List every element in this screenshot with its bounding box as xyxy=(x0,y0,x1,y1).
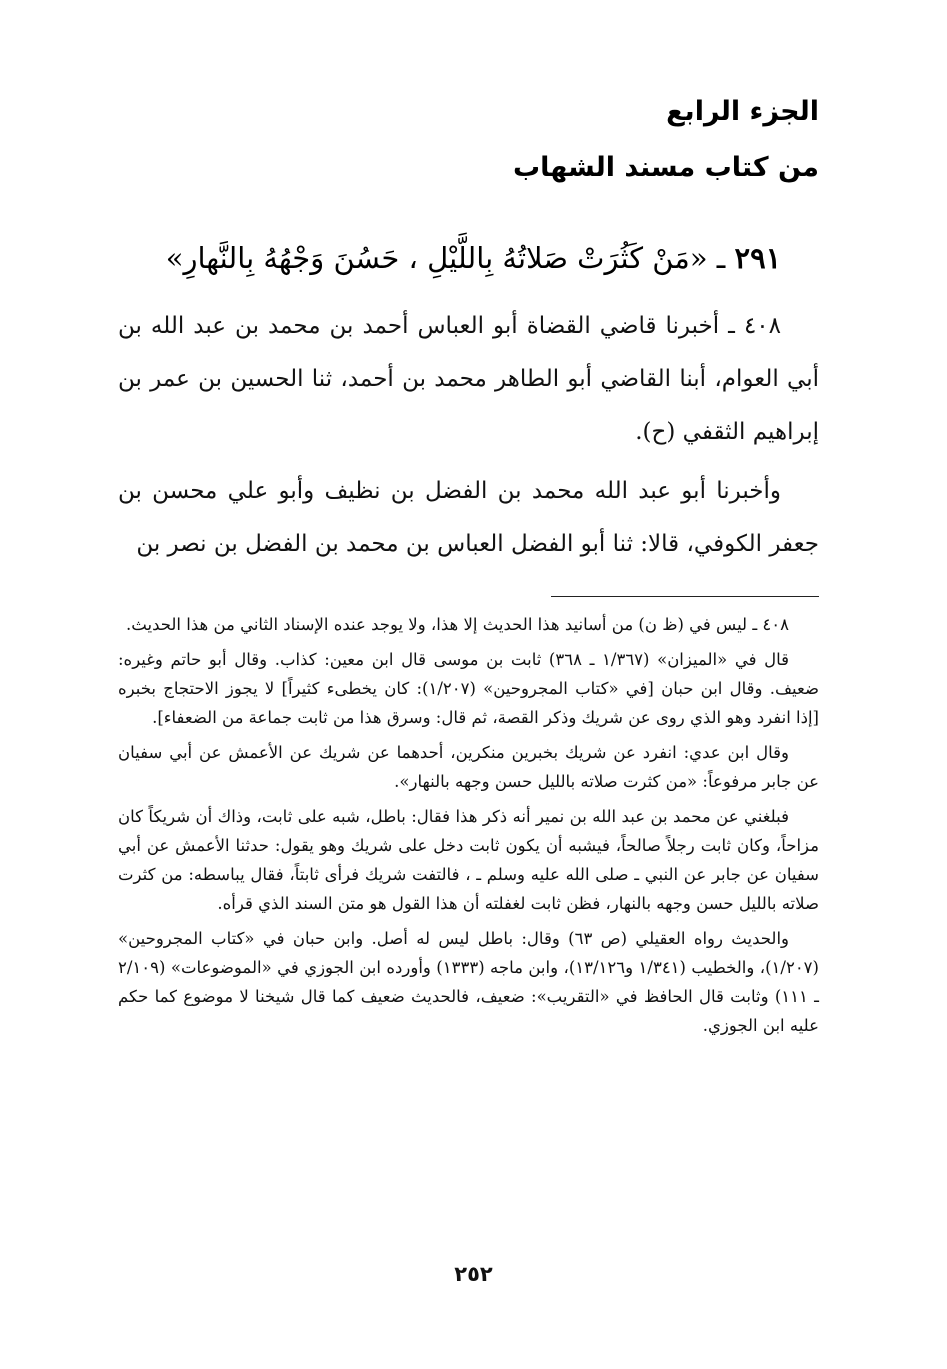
page-number: ٢٥٢ xyxy=(454,1262,493,1286)
footnote-paragraph-5: والحديث رواه العقيلي (ص ٦٣) وقال: باطل ليس له أصل. وابن حبان في «كتاب المجروحين» (١/٢٠٧)، والخطيب (١/٣٤١ و١٣/١٢٦)، وابن ماجه (١٣٣٣) وأورده ابن الجوزي في «الموضوعات» (٢/١٠٩ ـ ١١١) وثابت قال الحافظ في «التقريب»: ضعيف، فالحديث ضعيف كما قال شيخنا لا موضوع كما حكم عليه ابن الجوزي. xyxy=(118,929,819,1035)
isnad-paragraph-1: ٤٠٨ ـ أخبرنا قاضي القضاة أبو العباس أحمد بن محمد بن عبد الله بن أبي العوام، أبنا القاضي أبو الطاهر محمد بن أحمد، ثنا الحسين بن عمر بن إبراهيم الثقفي (ح). xyxy=(118,313,819,445)
header-book-title: من كتاب مسند الشهاب xyxy=(513,152,819,183)
main-text xyxy=(118,300,819,571)
isnad-paragraph-2: وأخبرنا أبو عبد الله محمد بن الفضل بن نظيف وأبو علي محسن بن جعفر الكوفي، قالا: ثنا أبو الفضل العباس بن محمد بن الفضل بن نصر بن xyxy=(118,478,819,557)
header-part-title: الجزء الرابع xyxy=(666,96,819,127)
footnote-paragraph-2: قال في «الميزان» (١/٣٦٧ ـ ٣٦٨) ثابت بن موسى قال ابن معين: كذاب. وقال أبو حاتم وغيره: ضعيف. وقال ابن حبان [في «كتاب المجروحين» (١/٢٠٧): كان يخطىء كثيراً] لا يجوز الاحتجاج بخبره [إذا انفرد وهو الذي روى عن شريك وذكر القصة، ثم قال: وسرق هذا من ثابت جماعة من الضعفاء]. xyxy=(118,650,819,727)
footnote-paragraph-3: وقال ابن عدي: انفرد عن شريك بخبرين منكرين، أحدهما عن شريك عن الأعمش عن أبي سفيان عن جابر مرفوعاً: «من كثرت صلاته بالليل حسن وجهه بالنهار». xyxy=(118,743,819,791)
running-header xyxy=(119,84,819,196)
hadith-dash: ـ xyxy=(707,241,735,275)
hadith-heading xyxy=(128,238,819,278)
footnote-paragraph-1: ٤٠٨ ـ ليس في (ظ ن) من أسانيد هذا الحديث إلا هذا، ولا يوجد عنده الإسناد الثاني من هذا الحديث. xyxy=(126,615,789,634)
footnotes xyxy=(118,610,819,1046)
footnote-separator xyxy=(551,596,819,597)
hadith-text: «مَنْ كَثُرَتْ صَلاتُهُ بِاللَّيْلِ ، حَسُنَ وَجْهُهُ بِالنَّهارِ» xyxy=(165,241,708,275)
hadith-number: ٢٩١ xyxy=(734,241,782,275)
footnote-paragraph-4: فبلغني عن محمد بن عبد الله بن نمير أنه ذكر هذا فقال: باطل، شبه على ثابت، وذاك أن شريكاً كان مزاحاً، وكان ثابت رجلاً صالحاً، فيشبه أن يكون ثابت دخل على شريك وهو يقول: حدثنا الأعمش عن أبي سفيان عن جابر عن النبي ـ صلى الله عليه وسلم ـ ، فالتفت شريك فرأى ثابتاً، فقال يباسطه: من كثرت صلاته بالليل حسن وجهه بالنهار، فظن ثابت لغفلته أن هذا القول هو متن السند الذي قرأه. xyxy=(118,807,819,913)
